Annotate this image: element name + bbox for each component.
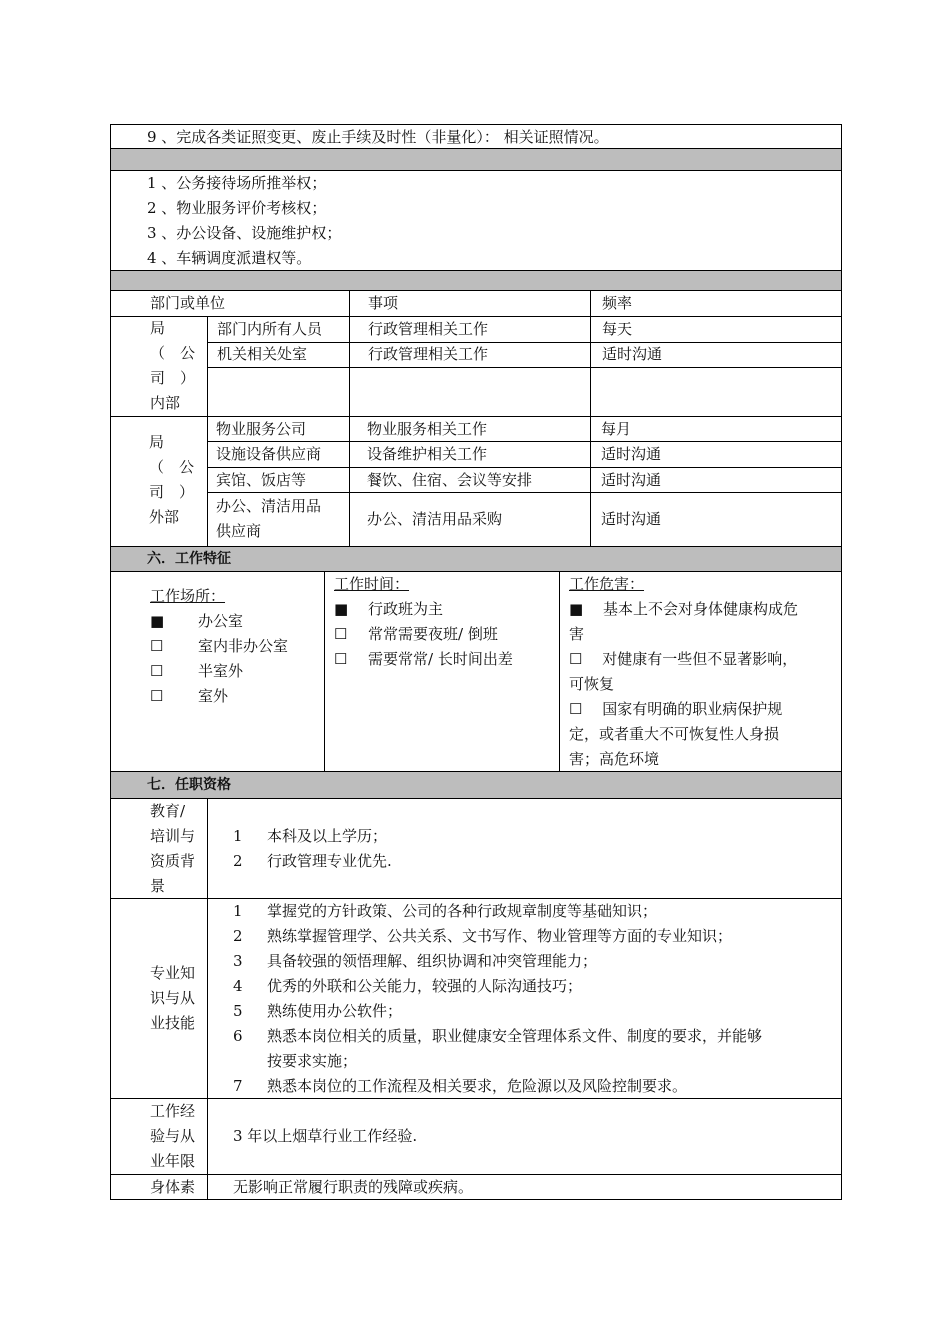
section-title: 六．工作特征 [147,551,231,567]
work-time-title: 工作时间： [334,575,410,593]
experience-label-line: 工作经 [150,1102,196,1120]
skills-line: 2 熟练掌握管理学、公共关系、文书写作、物业管理等方面的专业知识； [233,927,733,945]
work-hazard-line: 可恢复 [569,675,615,693]
work-hazard-line: 定，或者重大不可恢复性人身损 [569,725,780,743]
rights-list [110,171,842,271]
experience-label-line: 业年限 [150,1152,196,1170]
work-hazard-title: 工作危害： [569,575,645,593]
external-label-line: 局 [149,433,165,451]
internal-freq: 每天 [602,320,633,338]
work-hazard-line: 害 [569,625,585,643]
work-place-option: ■ 办公室 [150,609,243,634]
job-description-table [110,124,842,1200]
checkbox-empty-icon: ☐ [150,637,164,655]
external-unit: 供应商 [216,522,262,540]
external-item: 餐饮、住宿、会议等安排 [367,471,533,489]
external-unit: 设施设备供应商 [216,445,322,463]
skills-label-line: 识与从 [150,989,196,1007]
rights-item: 4 、车辆调度派遣权等。 [147,249,312,267]
external-label-line: （ 公 [149,458,195,476]
external-label-line: 外部 [149,508,180,526]
education-item: 1 本科及以上学历； [233,827,388,845]
internal-label-line: （ 公 [150,344,196,362]
external-unit: 办公、清洁用品 [216,497,322,515]
skills-line: 5 熟练使用办公软件； [233,1002,403,1020]
skills-line: 4 优秀的外联和公关能力，较强的人际沟通技巧； [233,977,583,995]
skills-line: 6 熟悉本岗位相关的质量，职业健康安全管理体系文件、制度的要求，并能够 [233,1027,763,1045]
work-time-option: ☐ 需要常常/ 长时间出差 [334,647,513,672]
rights-item: 3 、办公设备、设施维护权； [147,224,342,242]
relations-header-freq: 频率 [602,294,633,312]
internal-unit: 部门内所有人员 [217,320,323,338]
physical-text: 无影响正常履行职责的残障或疾病。 [233,1178,474,1196]
qualification-experience [110,1099,842,1175]
internal-freq: 适时沟通 [602,345,663,363]
education-label-line: 教育/ [150,802,186,820]
work-hazard-line: ☐ 对健康有一些但不显著影响， [569,650,798,668]
work-place-title: 工作场所： [150,587,226,605]
checkbox-empty-icon: ☐ [334,625,348,643]
rights-item: 1 、公务接待场所推举权； [147,174,327,192]
physical-label: 身体素 [150,1178,196,1196]
qualification-physical [110,1175,842,1200]
external-item: 办公、清洁用品采购 [367,510,503,528]
external-item: 设备维护相关工作 [367,445,488,463]
education-label-line: 资质背 [150,852,196,870]
internal-unit: 机关相关处室 [217,345,308,363]
external-relations [110,417,842,543]
internal-label-line: 内部 [150,394,181,412]
internal-item: 行政管理相关工作 [368,345,489,363]
external-unit: 物业服务公司 [216,420,307,438]
checkbox-checked-icon: ■ [334,600,349,618]
external-unit: 宾馆、饭店等 [216,471,307,489]
work-time-option: ☐ 常常需要夜班/ 倒班 [334,622,498,647]
education-label-line: 培训与 [150,827,196,845]
internal-label-line: 局 [150,319,166,337]
kpi-item-row [110,124,842,149]
relations-header-unit: 部门或单位 [150,294,226,312]
work-hazard-line: ☐ 国家有明确的职业病保护规 [569,700,783,718]
kpi-item-text: 9 、完成各类证照变更、废止手续及时性（非量化）： 相关证照情况。 [147,128,609,146]
skills-line: 1 掌握党的方针政策、公司的各种行政规章制度等基础知识； [233,902,658,920]
education-label-line: 景 [150,877,166,895]
work-hazard-line: 害；高危环境 [569,750,660,768]
section-header-rights [110,149,842,171]
external-freq: 适时沟通 [601,510,662,528]
experience-text: 3 年以上烟草行业工作经验. [233,1127,418,1145]
qualification-skills [110,899,842,1099]
skills-label-line: 业技能 [150,1014,196,1032]
rights-item: 2 、物业服务评价考核权； [147,199,327,217]
section-title: 七．任职资格 [147,777,231,793]
external-freq: 适时沟通 [601,471,662,489]
skills-label-line: 专业知 [150,964,196,982]
education-item: 2 行政管理专业优先. [233,852,392,870]
experience-label-line: 验与从 [150,1127,196,1145]
work-place-option: ☐ 半室外 [150,659,243,684]
work-time-option: ■ 行政班为主 [334,597,443,622]
work-features [110,572,842,772]
checkbox-empty-icon: ☐ [150,662,164,680]
external-label-line: 司 ） [149,483,195,501]
section-header-work-features [110,547,842,572]
work-hazard-line: ■ 基本上不会对身体健康构成危 [569,600,798,618]
external-item: 物业服务相关工作 [367,420,488,438]
work-place-option: ☐ 室外 [150,684,228,709]
checkbox-empty-icon: ☐ [150,687,164,705]
external-freq: 每月 [601,420,632,438]
section-header-relations [110,271,842,291]
qualification-education [110,799,842,899]
relations-header-item: 事项 [368,294,399,312]
skills-line: 按要求实施； [267,1052,358,1070]
internal-item: 行政管理相关工作 [368,320,489,338]
skills-line: 7 熟悉本岗位的工作流程及相关要求，危险源以及风险控制要求。 [233,1077,688,1095]
section-header-qualifications [110,772,842,799]
checkbox-checked-icon: ■ [150,612,165,630]
external-freq: 适时沟通 [601,445,662,463]
skills-line: 3 具备较强的领悟理解、组织协调和冲突管理能力； [233,952,598,970]
internal-label-line: 司 ） [150,369,196,387]
work-place-option: ☐ 室内非办公室 [150,634,288,659]
checkbox-empty-icon: ☐ [334,650,348,668]
